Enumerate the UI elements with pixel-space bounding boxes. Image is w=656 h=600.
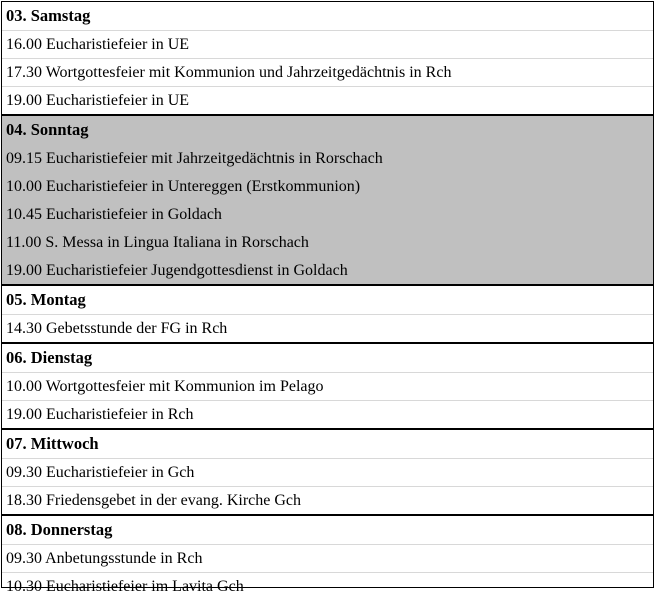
event-row: 09.30 Anbetungsstunde in Rch	[2, 544, 653, 572]
event-row: 19.00 Eucharistiefeier in UE	[2, 86, 653, 114]
event-row: 18.30 Friedensgebet in der evang. Kirche Gch	[2, 486, 653, 514]
day-section-dienstag	[2, 342, 653, 428]
event-row: 09.30 Eucharistiefeier in Gch	[2, 458, 653, 486]
day-section-mittwoch	[2, 428, 653, 514]
event-row: 19.00 Eucharistiefeier Jugendgottesdienst in Goldach	[2, 256, 653, 284]
day-section-sonntag	[2, 114, 653, 284]
day-header: 08. Donnerstag	[6, 520, 113, 539]
day-header: 03. Samstag	[6, 6, 91, 25]
event-row: 10.30 Eucharistiefeier im Lavita Gch	[2, 572, 653, 600]
event-row: 10.45 Eucharistiefeier in Goldach	[2, 200, 653, 228]
day-section-samstag	[2, 2, 653, 114]
event-row: 19.00 Eucharistiefeier in Rch	[2, 400, 653, 428]
day-header: 07. Mittwoch	[6, 434, 99, 453]
day-section-montag	[2, 284, 653, 342]
event-row: 09.15 Eucharistiefeier mit Jahrzeitgedächtnis in Rorschach	[2, 144, 653, 172]
schedule-table	[1, 1, 654, 595]
day-header: 05. Montag	[6, 290, 86, 309]
event-row: 16.00 Eucharistiefeier in UE	[2, 30, 653, 58]
day-header: 06. Dienstag	[6, 348, 93, 367]
event-row: 10.00 Wortgottesfeier mit Kommunion im Pelago	[2, 372, 653, 400]
event-row: 14.30 Gebetsstunde der FG in Rch	[2, 314, 653, 342]
event-row: 17.30 Wortgottesfeier mit Kommunion und Jahrzeitgedächtnis in Rch	[2, 58, 653, 86]
event-row: 10.00 Eucharistiefeier in Untereggen (Erstkommunion)	[2, 172, 653, 200]
event-row: 11.00 S. Messa in Lingua Italiana in Rorschach	[2, 228, 653, 256]
day-header: 04. Sonntag	[6, 120, 89, 139]
day-section-donnerstag	[2, 514, 653, 600]
